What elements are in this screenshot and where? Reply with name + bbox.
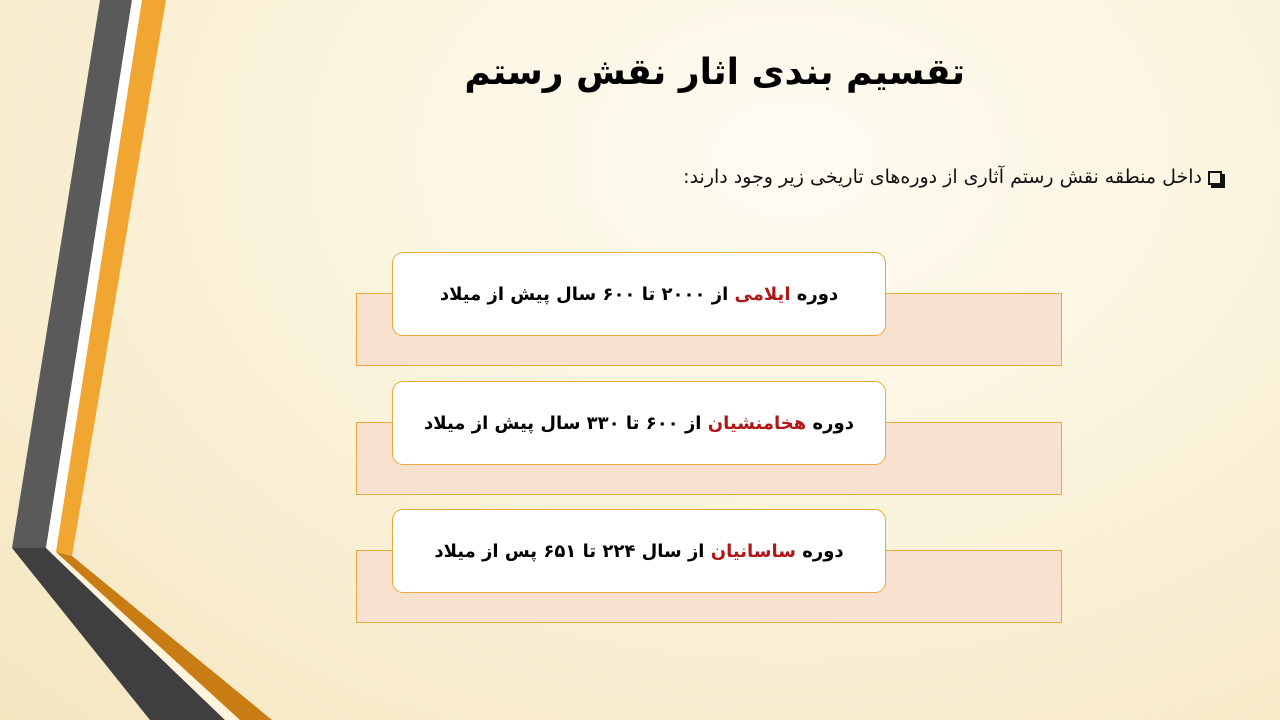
intro-bullet-text: داخل منطقه نقش رستم آثاری از دوره‌های تاریخی زیر وجود دارند:: [683, 166, 1202, 188]
period-prefix: دوره: [812, 412, 854, 434]
slide-title: تقسیم بندی اثار نقش رستم: [464, 52, 965, 93]
period-card-sasanian: [392, 509, 886, 593]
gray-stripe-lower: [12, 548, 225, 720]
period-card-elamite: [392, 252, 886, 336]
period-detail: از سال ۲۲۴ تا ۶۵۱ پس از میلاد: [434, 540, 705, 562]
period-detail: از ۶۰۰ تا ۳۳۰ سال پیش از میلاد: [424, 412, 702, 434]
period-detail: از ۲۰۰۰ تا ۶۰۰ سال پیش از میلاد: [439, 283, 729, 305]
period-name: ایلامی: [734, 283, 791, 305]
period-prefix: دوره: [796, 283, 839, 305]
intro-bullet: [522, 166, 1222, 188]
period-name: هخامنشیان: [707, 412, 807, 434]
period-name: ساسانیان: [710, 540, 796, 562]
period-card-achaemenid: [392, 381, 886, 465]
square-bullet-icon: [1208, 171, 1222, 185]
period-prefix: دوره: [802, 540, 844, 562]
